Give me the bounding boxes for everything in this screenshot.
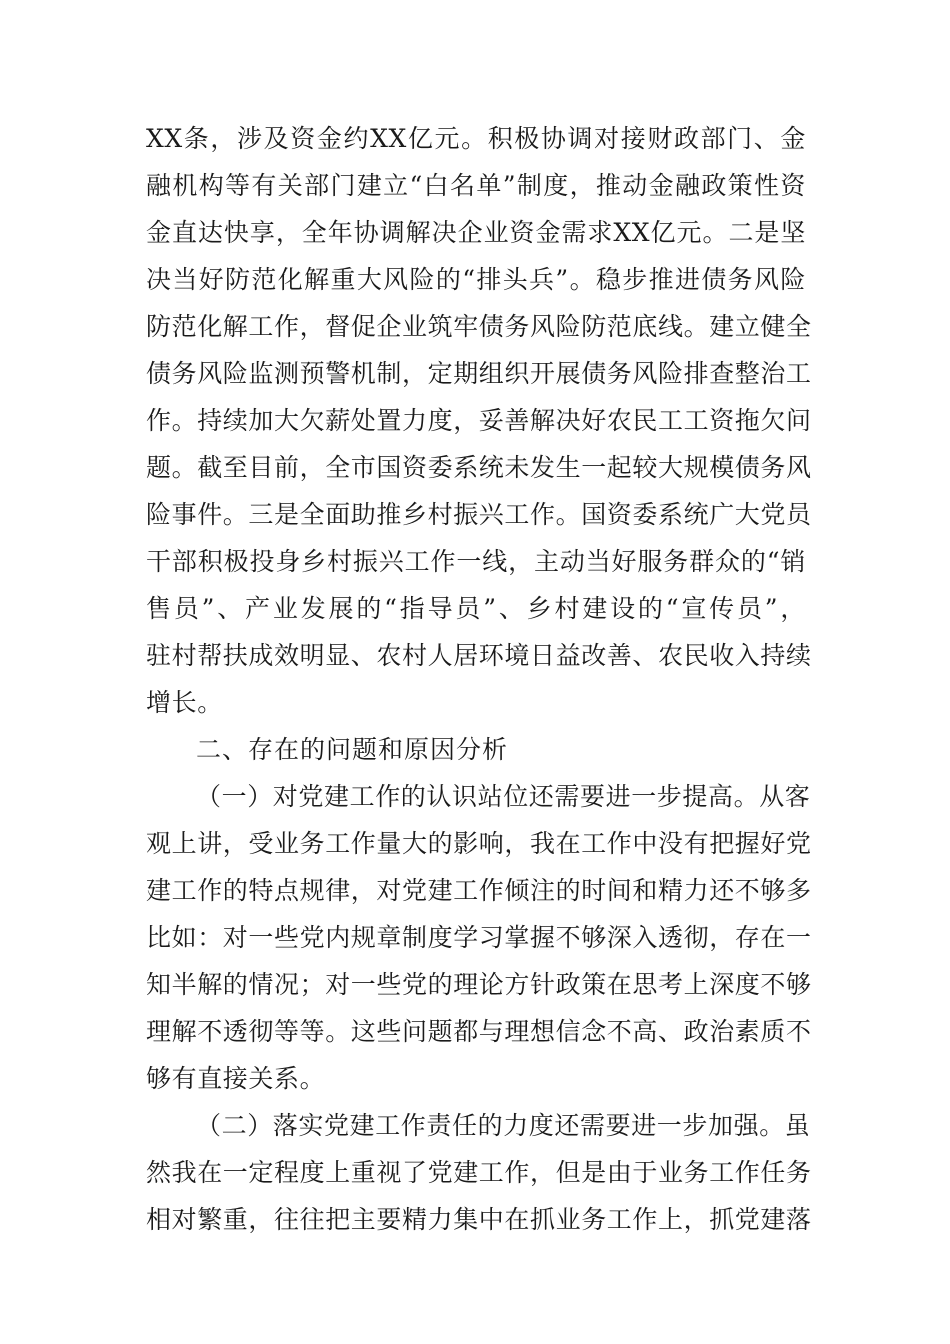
paragraph-line: 防范化解工作，督促企业筑牢债务风险防范底线。建立健全 [146, 312, 812, 341]
paragraph-line: 知半解的情况；对一些党的理论方针政策在思考上深度不够 [146, 970, 812, 999]
paragraph-line: 作。持续加大欠薪处置力度，妥善解决好农民工工资拖欠问 [146, 406, 812, 435]
subsection-heading-line: （一）对党建工作的认识站位还需要进一步提高。从客 [196, 782, 811, 811]
paragraph-line: 干部积极投身乡村振兴工作一线，主动当好服务群众的“销 [146, 547, 806, 576]
paragraph-line: 够有直接关系。 [146, 1064, 326, 1093]
paragraph-line: 理解不透彻等等。这些问题都与理想信念不高、政治素质不 [146, 1017, 812, 1046]
paragraph-line: XX条，涉及资金约XX亿元。积极协调对接财政部门、金 [146, 124, 806, 153]
paragraph-line: 险事件。三是全面助推乡村振兴工作。国资委系统广大党员 [146, 500, 812, 529]
paragraph-line: 增长。 [146, 688, 223, 717]
paragraph-line: 建工作的特点规律，对党建工作倾注的时间和精力还不够多 [146, 876, 812, 905]
paragraph-line: 债务风险监测预警机制，定期组织开展债务风险排查整治工 [146, 359, 812, 388]
paragraph-line: 然我在一定程度上重视了党建工作，但是由于业务工作任务 [146, 1158, 812, 1187]
paragraph-line: 比如：对一些党内规章制度学习掌握不够深入透彻，存在一 [146, 923, 812, 952]
paragraph-line: 售员”、产业发展的“指导员”、乡村建设的“宣传员”， [146, 594, 806, 623]
paragraph-line: 相对繁重，往往把主要精力集中在抓业务工作上，抓党建落 [146, 1205, 812, 1234]
paragraph-line: 融机构等有关部门建立“白名单”制度，推动金融政策性资 [146, 171, 806, 200]
paragraph-line: 题。截至目前，全市国资委系统未发生一起较大规模债务风 [146, 453, 812, 482]
subsection-heading-line: （二）落实党建工作责任的力度还需要进一步加强。虽 [196, 1111, 811, 1140]
paragraph-line: 决当好防范化解重大风险的“排头兵”。稳步推进债务风险 [146, 265, 806, 294]
paragraph-line: 驻村帮扶成效明显、农村人居环境日益改善、农民收入持续 [146, 641, 812, 670]
paragraph-line: 观上讲，受业务工作量大的影响，我在工作中没有把握好党 [146, 829, 812, 858]
section-heading: 二、存在的问题和原因分析 [196, 735, 509, 764]
paragraph-line: 金直达快享，全年协调解决企业资金需求XX亿元。二是坚 [146, 218, 806, 247]
